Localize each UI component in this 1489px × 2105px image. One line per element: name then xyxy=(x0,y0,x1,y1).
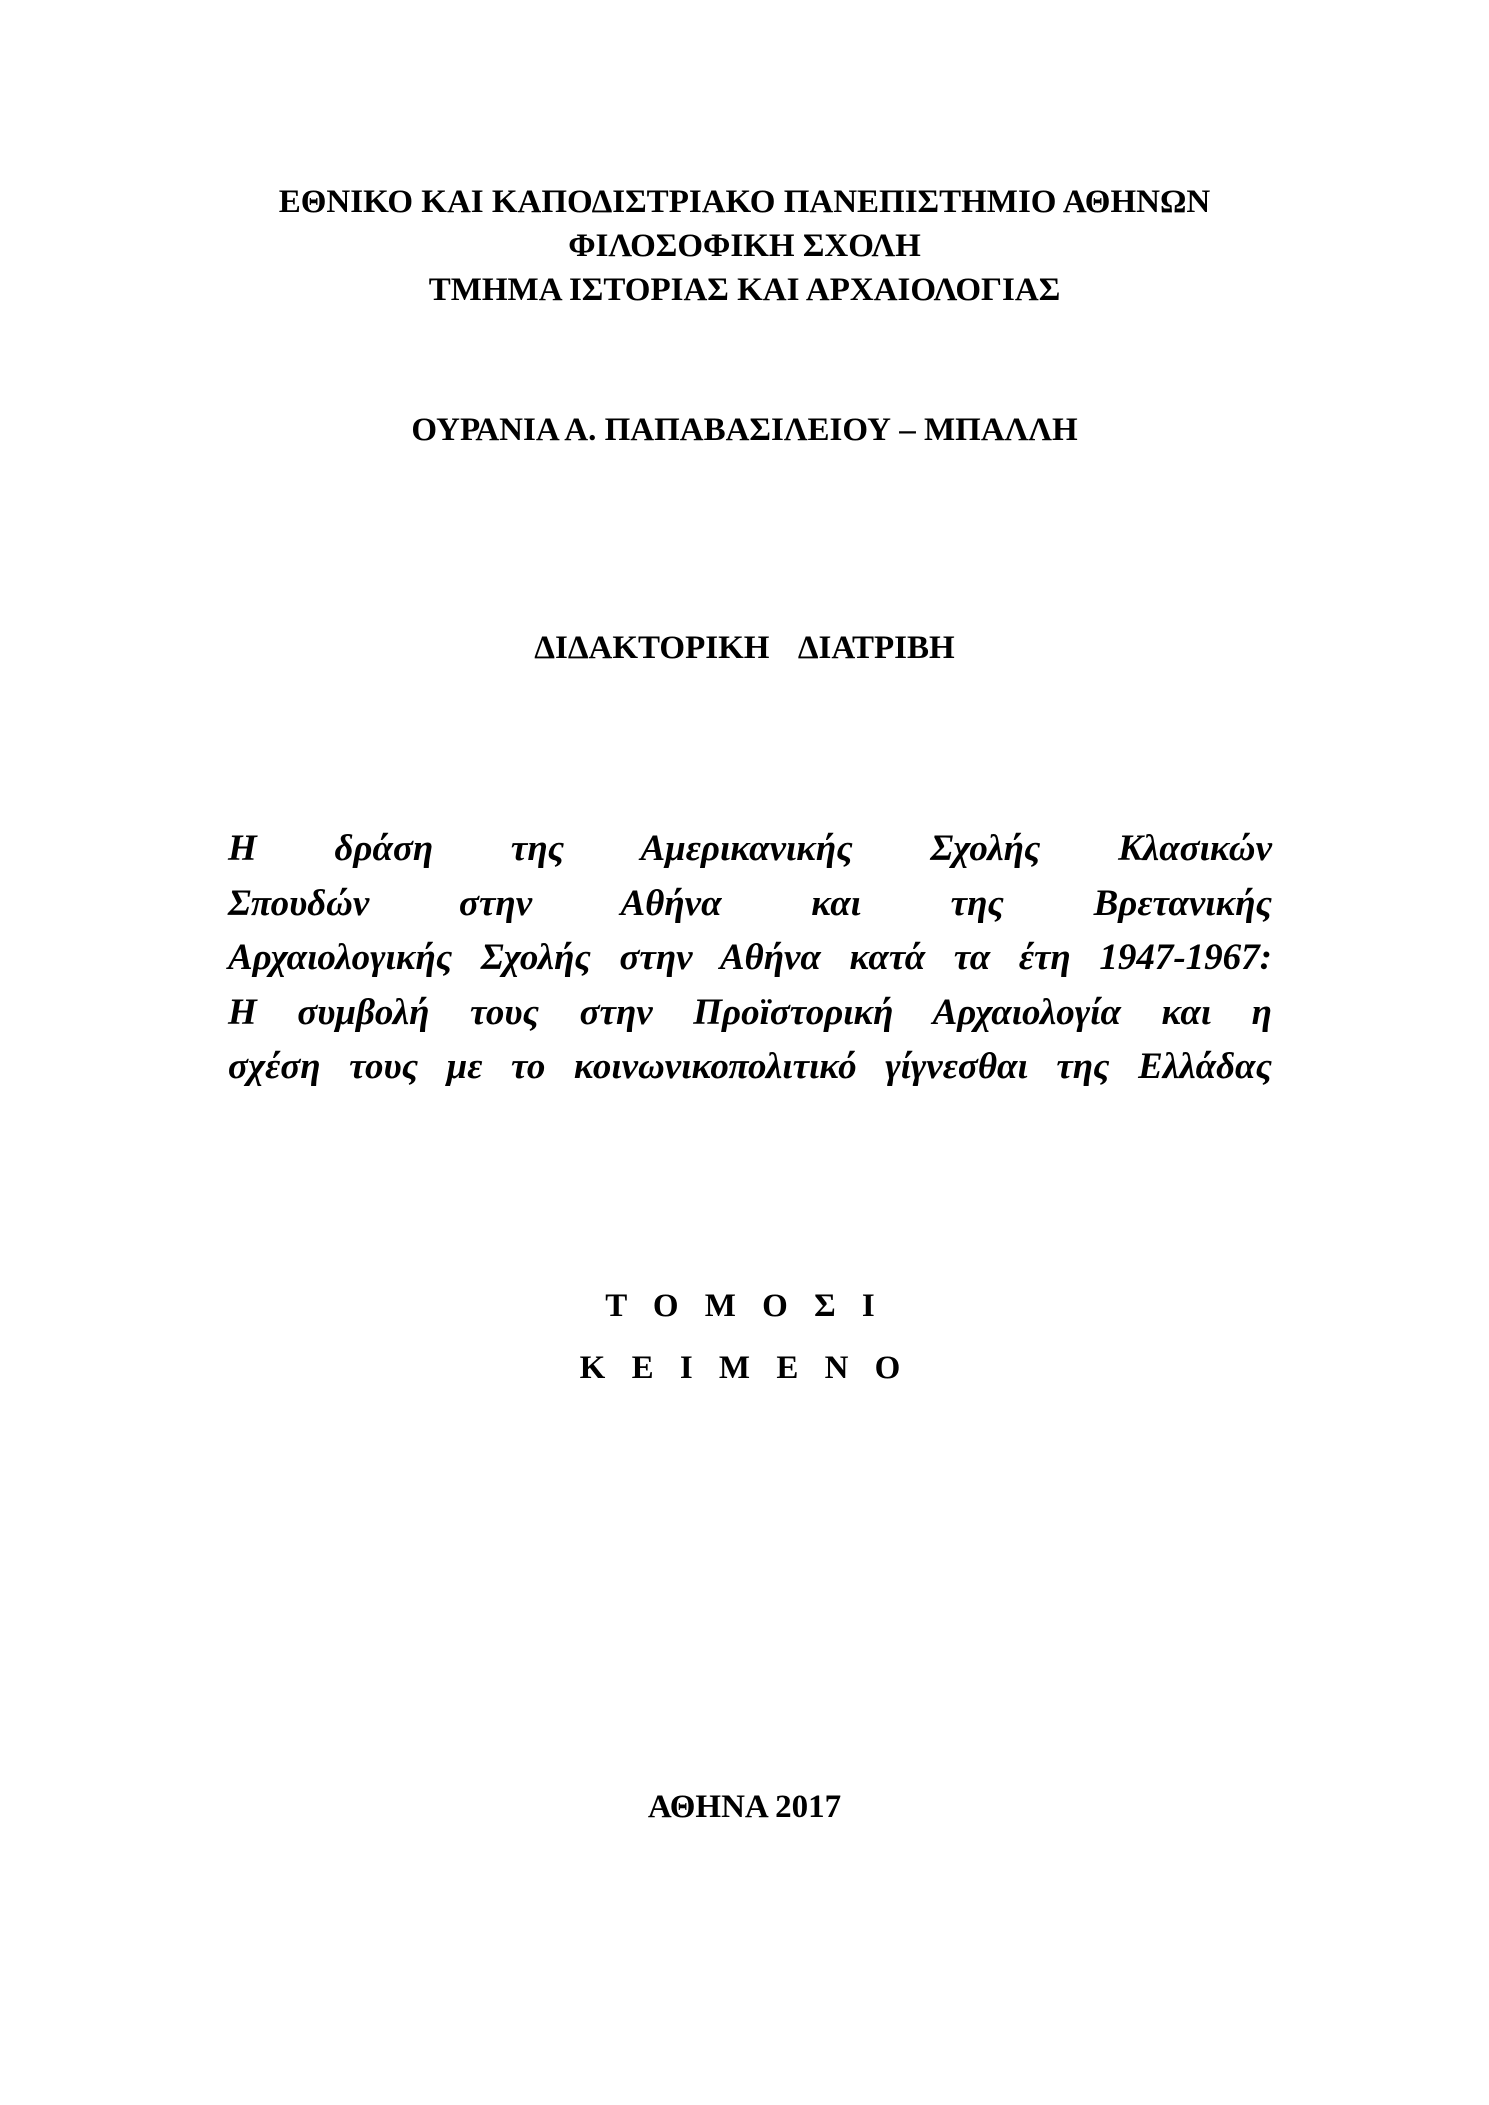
content-label: Κ Ε Ι Μ Ε Ν Ο xyxy=(579,1350,910,1386)
school-name: ΦΙΛΟΣΟΦΙΚΗ ΣΧΟΛΗ xyxy=(568,228,921,264)
volume-label: Τ Ο Μ Ο Σ Ι xyxy=(605,1288,884,1324)
thesis-title xyxy=(228,822,1272,1095)
title-line: Σπουδών στην Αθήνα και της Βρετανικής xyxy=(228,882,1272,924)
department-name: ΤΜΗΜΑ ΙΣΤΟΡΙΑΣ ΚΑΙ ΑΡΧΑΙΟΛΟΓΙΑΣ xyxy=(428,272,1061,308)
title-line: σχέση τους με το κοινωνικοπολιτικό γίγνεσθαι της Ελλάδας xyxy=(228,1046,1272,1087)
title-line: Αρχαιολογικής Σχολής στην Αθήνα κατά τα έτη 1947-1967: xyxy=(228,937,1272,978)
university-name: ΕΘΝΙΚΟ ΚΑΙ ΚΑΠΟΔΙΣΤΡΙΑΚΟ ΠΑΝΕΠΙΣΤΗΜΙΟ ΑΘΗΝΩΝ xyxy=(278,184,1211,220)
title-line: Η δράση της Αμερικανικής Σχολής Κλασικών xyxy=(228,828,1272,869)
title-line: Η συμβολή τους στην Προϊστορική Αρχαιολογία και η xyxy=(228,991,1272,1033)
author-name: ΟΥΡΑΝΙΑ Α. ΠΑΠΑΒΑΣΙΛΕΙΟΥ – ΜΠΑΛΛΗ xyxy=(411,412,1078,448)
document-type: ΔΙΔΑΚΤΟΡΙΚΗ ΔΙΑΤΡΙΒΗ xyxy=(534,630,955,666)
place-and-year: ΑΘΗΝΑ 2017 xyxy=(647,1789,842,1825)
institution-header xyxy=(0,180,1489,312)
